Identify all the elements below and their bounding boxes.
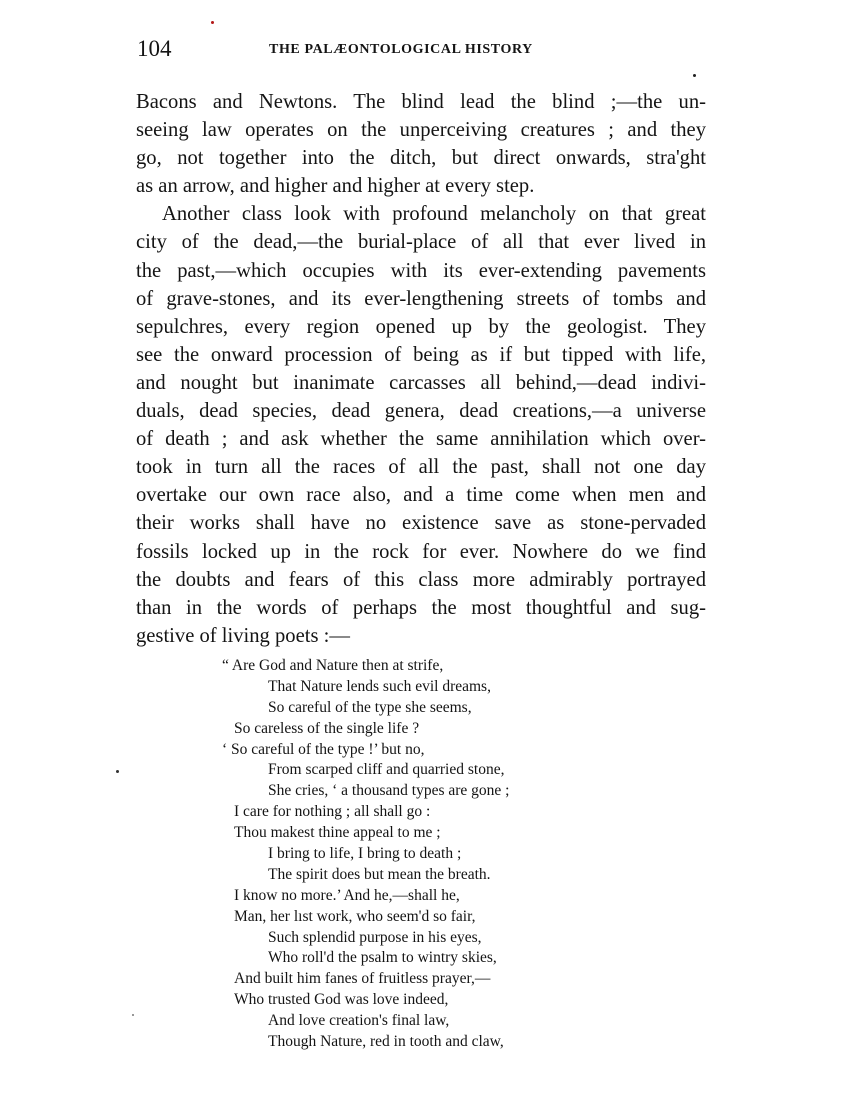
ink-speck (693, 74, 696, 77)
prose-line: seeing law operates on the unperceiving creatures ; and they (136, 119, 706, 142)
prose-line: Bacons and Newtons. The blind lead the blind ;—the un- (136, 91, 706, 113)
prose-line: and nought but inanimate carcasses all behind,—dead indivi- (136, 371, 706, 394)
prose-line: city of the dead,—the burial-place of all that ever lived in (136, 231, 706, 254)
verse-line: “ Are God and Nature then at strife, (222, 657, 444, 674)
prose-line: sepulchres, every region opened up by the geologist. They (136, 315, 706, 338)
prose-line: of death ; and ask whether the same annihilation which over- (136, 428, 706, 451)
verse-line: And love creation's final law, (268, 1012, 450, 1030)
prose-line: overtake our own race also, and a time come when men and (136, 484, 706, 507)
verse-line: I know no more.’ And he,—shall he, (234, 886, 460, 904)
verse-line: ‘ So careful of the type !’ but no, (222, 740, 425, 758)
prose-line: see the onward procession of being as if but tipped with life, (136, 343, 706, 366)
ink-speck-red (211, 21, 214, 24)
page-header (137, 34, 705, 64)
prose-line: their works shall have no existence save as stone-pervaded (136, 512, 706, 535)
page-number: 104 (137, 36, 172, 61)
verse-line: Who roll'd the psalm to wintry skies, (268, 949, 497, 967)
prose-line: gestive of living poets :— (136, 624, 350, 647)
verse-line: Though Nature, red in tooth and claw, (268, 1033, 504, 1051)
prose-line: go, not together into the ditch, but direct onwards, stra'ght (136, 147, 706, 170)
running-title: THE PALÆONTOLOGICAL HISTORY (269, 42, 533, 57)
prose-line: Another class look with profound melancholy on that great (162, 203, 706, 226)
prose-body (136, 88, 706, 650)
verse-line: Man, her lıst work, who seem'd so fair, (234, 907, 476, 925)
ink-speck (132, 1014, 134, 1016)
prose-line: of grave-stones, and its ever-lengthening streets of tombs and (136, 287, 706, 310)
verse-line: I care for nothing ; all shall go : (234, 803, 431, 821)
prose-line: than in the words of perhaps the most thoughtful and sug- (136, 596, 706, 619)
prose-line: as an arrow, and higher and higher at every step. (136, 175, 535, 198)
verse-quotation (222, 656, 582, 1053)
prose-line: duals, dead species, dead genera, dead creations,—a universe (136, 400, 706, 423)
verse-line: Thou makest thine appeal to me ; (234, 824, 441, 842)
verse-line: And built him fanes of fruitless prayer,— (234, 970, 491, 988)
verse-line: The spirit does but mean the breath. (268, 865, 491, 883)
verse-line: That Nature lends such evil dreams, (268, 677, 491, 695)
verse-line: So careful of the type she seems, (268, 698, 472, 716)
verse-line: I bring to life, I bring to death ; (268, 845, 462, 863)
verse-line: Who trusted God was love indeed, (234, 991, 449, 1009)
verse-line: She cries, ‘ a thousand types are gone ; (268, 782, 510, 800)
prose-line: the doubts and fears of this class more admirably portrayed (136, 568, 706, 591)
verse-line: Such splendid purpose in his eyes, (268, 928, 482, 946)
ink-speck (116, 770, 119, 773)
prose-line: fossils locked up in the rock for ever. Nowhere do we find (136, 540, 706, 563)
verse-line: So careless of the single life ? (234, 719, 420, 737)
prose-line: the past,—which occupies with its ever-extending pavements (136, 259, 706, 282)
prose-line: took in turn all the races of all the past, shall not one day (136, 456, 706, 479)
verse-line: From scarped cliff and quarried stone, (268, 761, 505, 779)
